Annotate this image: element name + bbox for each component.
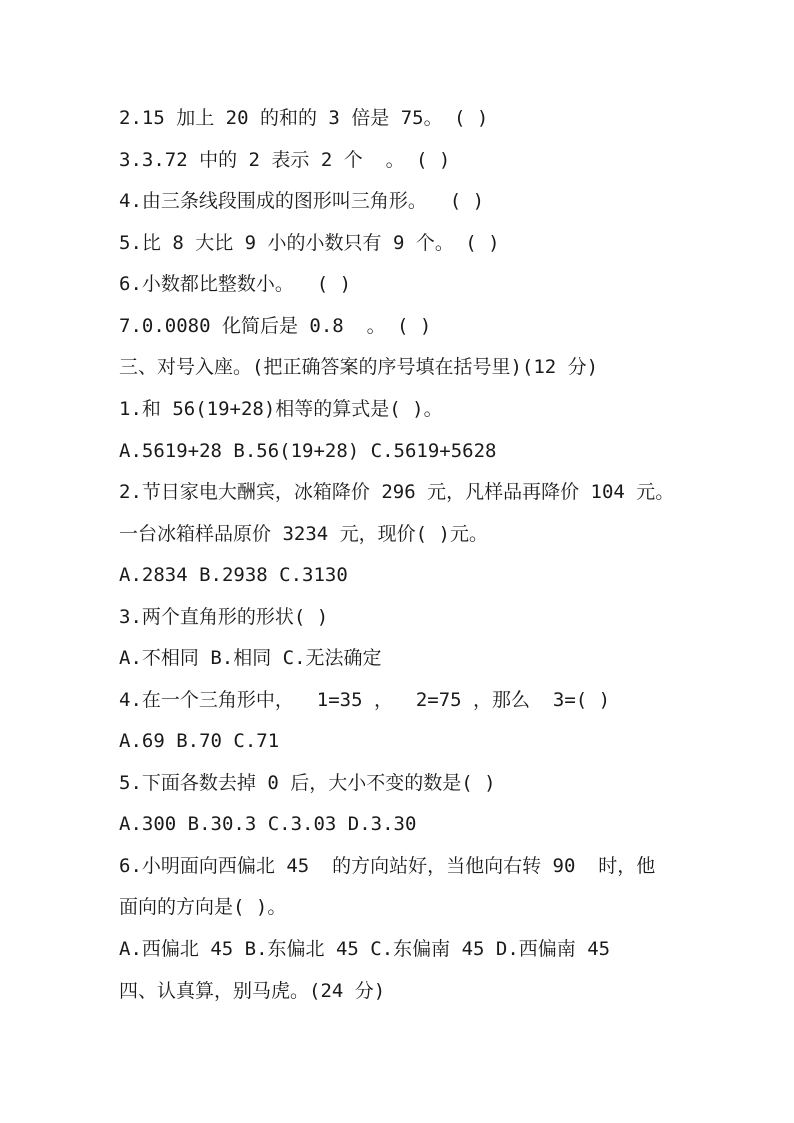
mc-question-2-options: A.2834 B.2938 C.3130 [119, 564, 348, 586]
section-4-heading: 四、认真算，别马虎。(24 分) [119, 980, 386, 1002]
question-4-line: 4.由三条线段围成的图形叫三角形。 ( ) [119, 190, 485, 212]
question-7-line: 7.0.0080 化简后是 0.8 。 ( ) [119, 315, 432, 337]
mc-question-4-options: A.69 B.70 C.71 [119, 730, 280, 752]
mc-question-1: 1.和 56(19+28)相等的算式是( )。 [119, 398, 443, 420]
section-3-heading: 三、对号入座。(把正确答案的序号填在括号里)(12 分) [119, 356, 599, 378]
mc-question-5: 5.下面各数去掉 0 后，大小不变的数是( ) [119, 772, 496, 794]
question-5-line: 5.比 8 大比 9 小的小数只有 9 个。 ( ) [119, 232, 500, 254]
mc-question-2-line-2: 一台冰箱样品原价 3234 元，现价( )元。 [119, 523, 488, 545]
question-6-line: 6.小数都比整数小。 ( ) [119, 273, 352, 295]
question-2-line: 2.15 加上 20 的和的 3 倍是 75。 ( ) [119, 107, 489, 129]
mc-question-6-options: A.西偏北 45 B.东偏北 45 C.东偏南 45 D.西偏南 45 [119, 938, 611, 960]
mc-question-2-line-1: 2.节日家电大酬宾，冰箱降价 296 元，凡样品再降价 104 元。 [119, 481, 675, 503]
question-3-line: 3.3.72 中的 2 表示 2 个 。 ( ) [119, 149, 451, 171]
mc-question-6-line-1: 6.小明面向西偏北 45 的方向站好，当他向右转 90 时，他 [119, 855, 656, 877]
mc-question-1-options: A.5619+28 B.56(19+28) C.5619+5628 [119, 440, 497, 462]
mc-question-4: 4.在一个三角形中， 1=35 ， 2=75 ，那么 3=( ) [119, 689, 611, 711]
mc-question-6-line-2: 面向的方向是( )。 [119, 896, 287, 918]
mc-question-5-options: A.300 B.30.3 C.3.03 D.3.30 [119, 813, 417, 835]
mc-question-3-options: A.不相同 B.相同 C.无法确定 [119, 647, 382, 669]
mc-question-3: 3.两个直角形的形状( ) [119, 606, 329, 628]
